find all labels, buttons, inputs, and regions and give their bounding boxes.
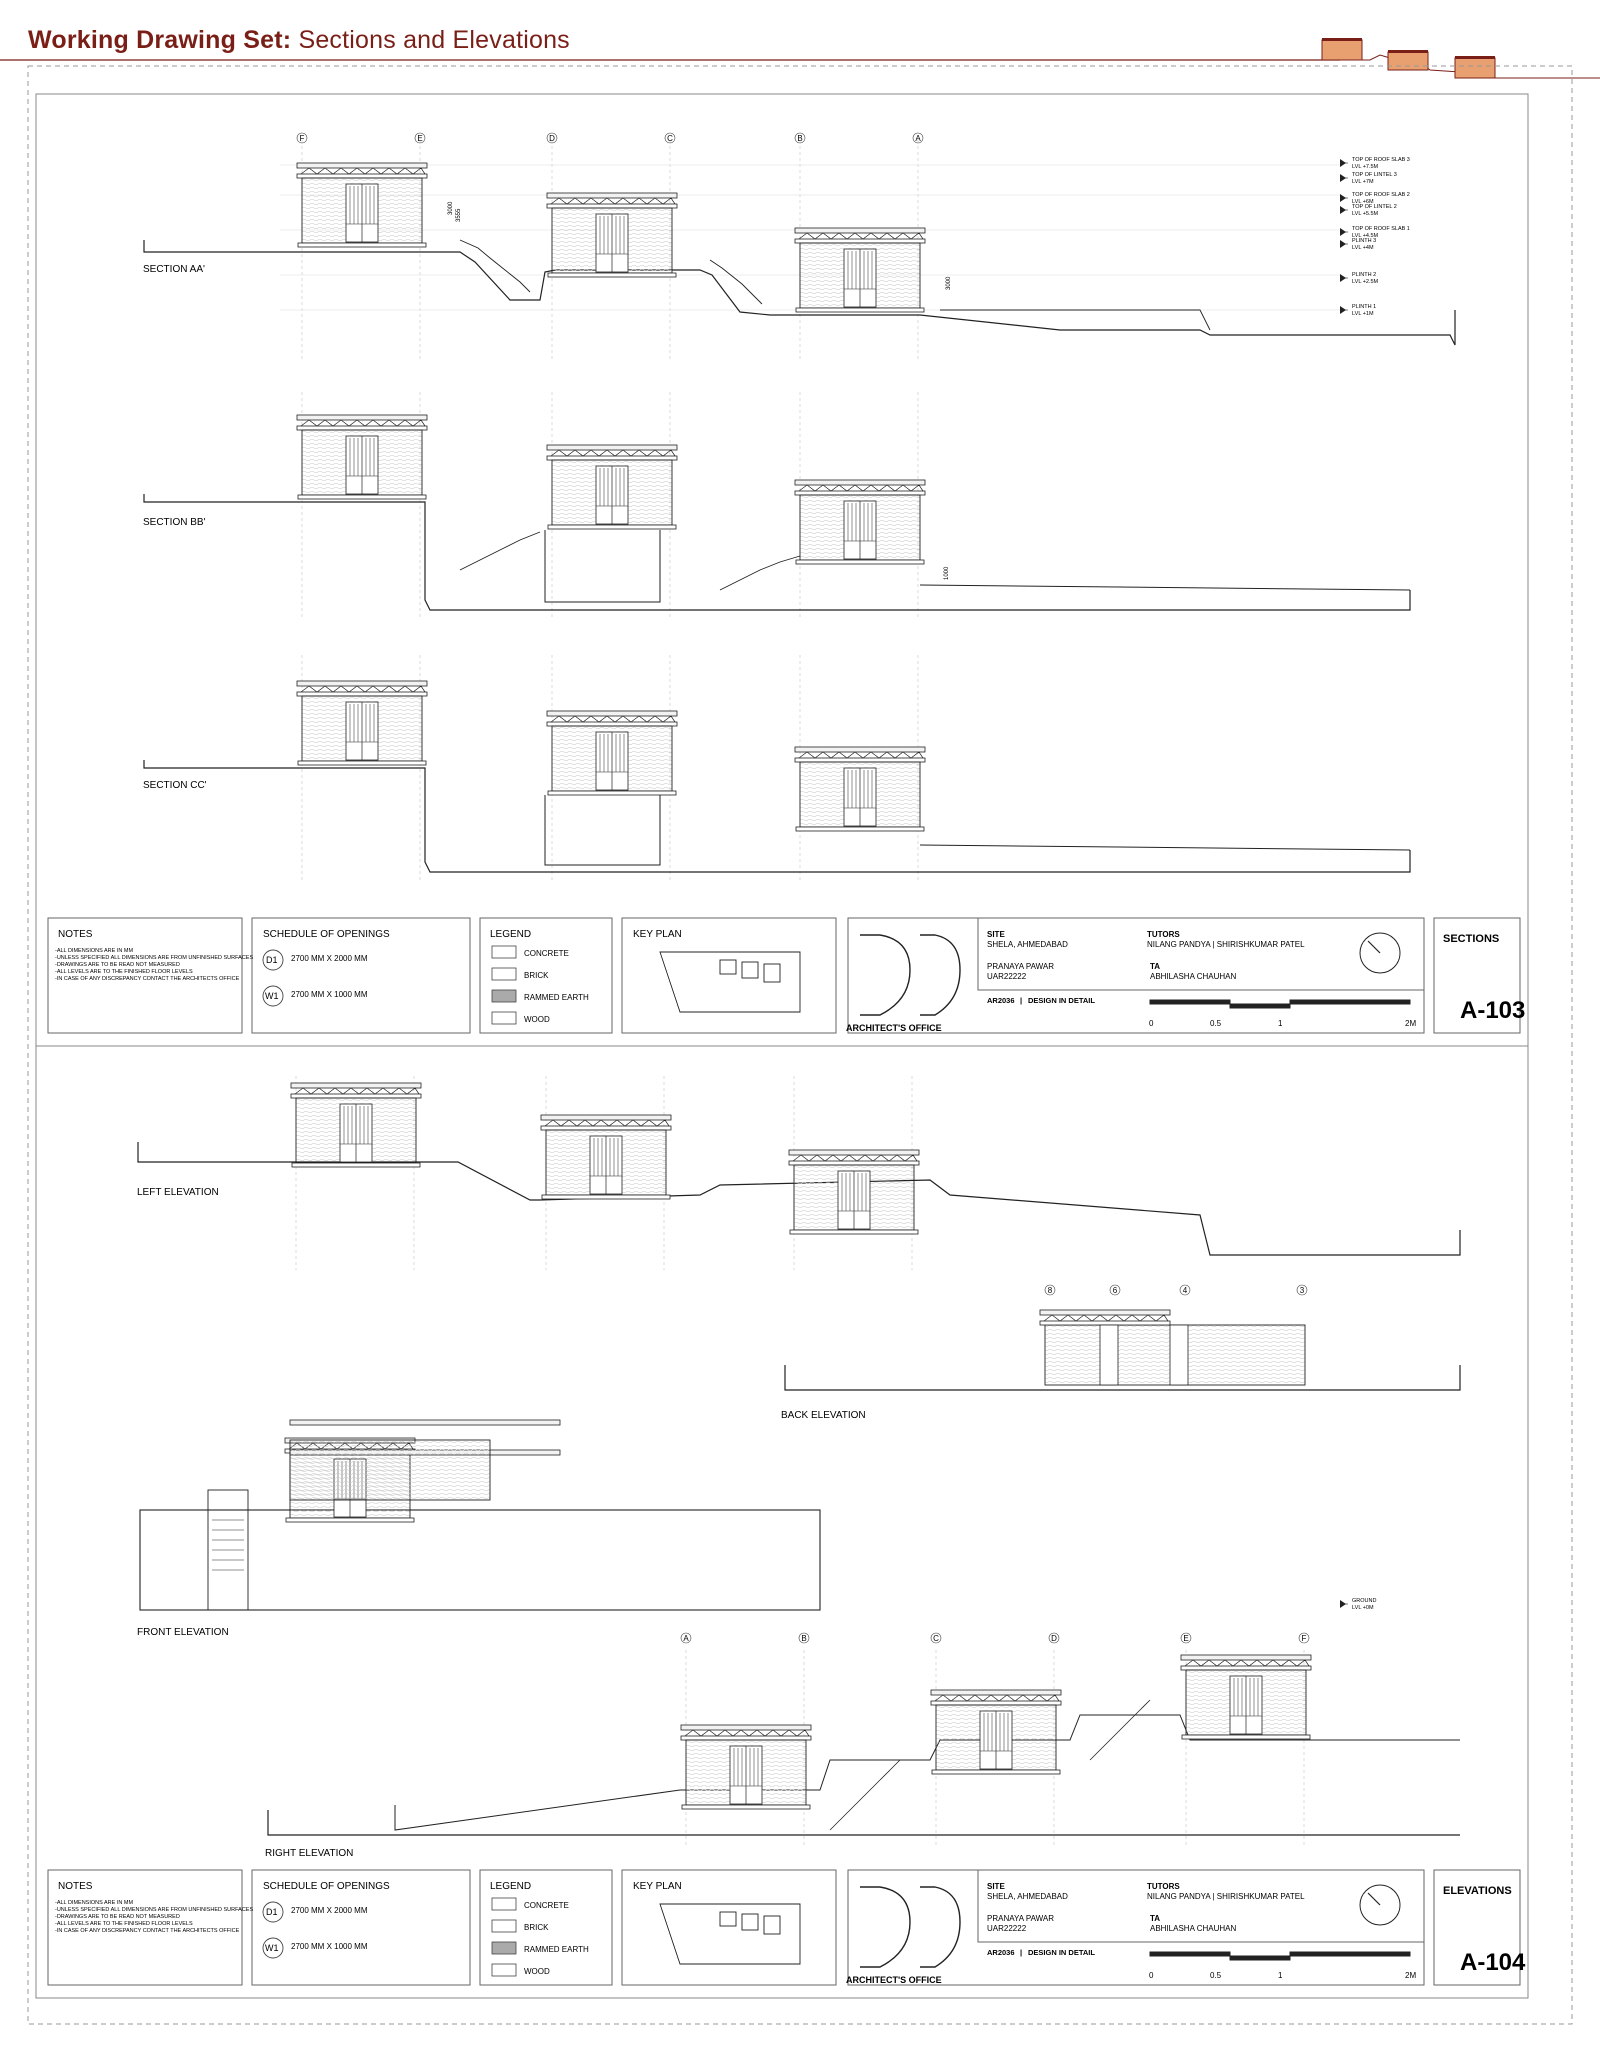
grid-label: D bbox=[1051, 1634, 1057, 1643]
office-name: ARCHITECT'S OFFICE bbox=[846, 1975, 942, 1985]
schedule-title: SCHEDULE OF OPENINGS bbox=[263, 1881, 390, 1892]
ta-label: TA bbox=[1150, 962, 1161, 971]
header-hut-icons bbox=[1322, 38, 1495, 78]
sheet-number: A-104 bbox=[1460, 1949, 1526, 1976]
site-value: SHELA, AHMEDABAD bbox=[987, 940, 1068, 949]
level-value: LVL +4M bbox=[1352, 245, 1374, 251]
notes-item: -UNLESS SPECIFIED ALL DIMENSIONS ARE FROM UNFINISHED SURFACES bbox=[55, 1907, 254, 1913]
level-value: LVL +5.5M bbox=[1352, 211, 1379, 217]
drawing-label-left: LEFT ELEVATION bbox=[137, 1187, 219, 1198]
ta-value: ABHILASHA CHAUHAN bbox=[1150, 972, 1237, 981]
notes-list bbox=[55, 1900, 253, 1934]
notes-item: -UNLESS SPECIFIED ALL DIMENSIONS ARE FROM UNFINISHED SURFACES bbox=[55, 955, 254, 961]
legend-swatches bbox=[492, 946, 516, 1976]
level-value: LVL +0M bbox=[1352, 1605, 1374, 1611]
notes-title: NOTES bbox=[58, 1881, 93, 1892]
grid-label: 6 bbox=[1112, 1286, 1118, 1295]
grid-label: 3 bbox=[1299, 1286, 1305, 1295]
section-cc-drawing bbox=[144, 655, 1410, 880]
architect-logo bbox=[860, 1887, 960, 1967]
level-label: TOP OF ROOF SLAB 2 bbox=[1352, 192, 1410, 198]
schedule-tag: W1 bbox=[265, 991, 279, 1001]
level-value: LVL +1M bbox=[1352, 311, 1374, 317]
course-code: AR2036 bbox=[987, 996, 1015, 1005]
course-name: DESIGN IN DETAIL bbox=[1028, 996, 1095, 1005]
back-elevation-drawing bbox=[785, 1310, 1460, 1390]
site-label: SITE bbox=[987, 1882, 1005, 1891]
header-title-sep: : bbox=[282, 26, 292, 54]
student-name: PRANAYA PAWAR bbox=[987, 1914, 1054, 1923]
scale-label: 1 bbox=[1278, 1019, 1283, 1028]
legend-label: WOOD bbox=[524, 1015, 550, 1024]
north-arrow-icon bbox=[1360, 933, 1400, 973]
dim-label: 3000 bbox=[448, 201, 454, 215]
right-elevation-drawing bbox=[268, 1650, 1460, 1845]
scale-bar bbox=[1150, 1952, 1410, 1960]
grid-label: D bbox=[549, 134, 555, 143]
grid-label: A bbox=[683, 1634, 689, 1643]
drawing-label-back: BACK ELEVATION bbox=[781, 1410, 866, 1421]
tutors-label: TUTORS bbox=[1147, 1882, 1180, 1891]
tutors-label: TUTORS bbox=[1147, 930, 1180, 939]
drawing-label-right: RIGHT ELEVATION bbox=[265, 1848, 354, 1859]
dim-label: 3000 bbox=[946, 276, 952, 290]
notes-list bbox=[55, 948, 253, 982]
grid-label: B bbox=[797, 134, 803, 143]
grid-label: C bbox=[933, 1634, 939, 1643]
level-value: LVL +7.5M bbox=[1352, 164, 1379, 170]
drawing-label-section-aa: SECTION AA' bbox=[143, 264, 205, 275]
grid-label: 4 bbox=[1182, 1286, 1188, 1295]
course-sep: | bbox=[1020, 1948, 1023, 1957]
schedule-size: 2700 MM X 1000 MM bbox=[291, 1942, 368, 1951]
grid-label: F bbox=[299, 134, 305, 143]
legend-label: BRICK bbox=[524, 971, 549, 980]
key-plan-sketch bbox=[660, 1904, 800, 1964]
ta-label: TA bbox=[1150, 1914, 1161, 1923]
grid-label: 8 bbox=[1047, 1286, 1053, 1295]
legend-label: BRICK bbox=[524, 1923, 549, 1932]
level-label: TOP OF LINTEL 3 bbox=[1352, 172, 1397, 178]
dim-label: 1000 bbox=[944, 566, 950, 580]
ta-value: ABHILASHA CHAUHAN bbox=[1150, 1924, 1237, 1933]
schedule-size: 2700 MM X 2000 MM bbox=[291, 954, 368, 963]
grid-label: B bbox=[801, 1634, 807, 1643]
notes-title: NOTES bbox=[58, 929, 93, 940]
scale-label: 1 bbox=[1278, 1971, 1283, 1980]
architect-logo bbox=[860, 935, 960, 1015]
level-label: GROUND bbox=[1352, 1598, 1377, 1604]
course-name: DESIGN IN DETAIL bbox=[1028, 1948, 1095, 1957]
schedule-tag: D1 bbox=[266, 1907, 278, 1917]
keyplan-title: KEY PLAN bbox=[633, 929, 682, 940]
legend-label: WOOD bbox=[524, 1967, 550, 1976]
key-plan-sketch bbox=[660, 952, 800, 1012]
sheet-number: A-103 bbox=[1460, 997, 1526, 1024]
legend-label: RAMMED EARTH bbox=[524, 1945, 589, 1954]
north-arrow-icon bbox=[1360, 1885, 1400, 1925]
schedule-tag: D1 bbox=[266, 955, 278, 965]
site-label: SITE bbox=[987, 930, 1005, 939]
level-value: LVL +4.5M bbox=[1352, 233, 1379, 239]
grid-label: F bbox=[1301, 1634, 1307, 1643]
schedule-size: 2700 MM X 1000 MM bbox=[291, 990, 368, 999]
level-label: TOP OF LINTEL 2 bbox=[1352, 204, 1397, 210]
drawing-label-section-bb: SECTION BB' bbox=[143, 517, 206, 528]
schedule-tag: W1 bbox=[265, 1943, 279, 1953]
student-id: UAR22222 bbox=[987, 1924, 1027, 1933]
legend-label: CONCRETE bbox=[524, 949, 569, 958]
tutors-value: NILANG PANDYA | SHIRISHKUMAR PATEL bbox=[1147, 1892, 1305, 1901]
notes-item: -IN CASE OF ANY DISCREPANCY CONTACT THE ARCHITECTS OFFICE bbox=[55, 976, 240, 982]
notes-item: -DRAWINGS ARE TO BE READ NOT MEASURED bbox=[55, 1914, 180, 1920]
grid-label: E bbox=[417, 134, 423, 143]
schedule-size: 2700 MM X 2000 MM bbox=[291, 1906, 368, 1915]
level-value: LVL +7M bbox=[1352, 179, 1374, 185]
front-elevation-drawing bbox=[140, 1420, 820, 1610]
notes-item: -ALL DIMENSIONS ARE IN MM bbox=[55, 948, 134, 954]
schedule-tag-circles bbox=[263, 950, 283, 1958]
keyplan-title: KEY PLAN bbox=[633, 1881, 682, 1892]
sheet-frame-a103 bbox=[36, 94, 1528, 1046]
sheet-name: ELEVATIONS bbox=[1443, 1885, 1512, 1897]
scale-label: 0.5 bbox=[1210, 1971, 1222, 1980]
student-id: UAR22222 bbox=[987, 972, 1027, 981]
grid-label: A bbox=[915, 134, 921, 143]
scale-label: 2M bbox=[1405, 1019, 1417, 1028]
schedule-title: SCHEDULE OF OPENINGS bbox=[263, 929, 390, 940]
legend-title: LEGEND bbox=[490, 929, 532, 940]
header-title-bold: Working Drawing Set bbox=[28, 26, 283, 54]
legend-label: RAMMED EARTH bbox=[524, 993, 589, 1002]
level-value: LVL +6M bbox=[1352, 199, 1374, 205]
legend-label: CONCRETE bbox=[524, 1901, 569, 1910]
section-aa-drawing bbox=[144, 140, 1455, 360]
legend-title: LEGEND bbox=[490, 1881, 532, 1892]
notes-item: -ALL LEVELS ARE TO THE FINISHED FLOOR LEVELS bbox=[55, 969, 193, 975]
section-bb-drawing bbox=[144, 392, 1410, 620]
notes-item: -DRAWINGS ARE TO BE READ NOT MEASURED bbox=[55, 962, 180, 968]
notes-item: -ALL LEVELS ARE TO THE FINISHED FLOOR LEVELS bbox=[55, 1921, 193, 1927]
level-label: PLINTH 2 bbox=[1352, 272, 1377, 278]
notes-item: -ALL DIMENSIONS ARE IN MM bbox=[55, 1900, 134, 1906]
tutors-value: NILANG PANDYA | SHIRISHKUMAR PATEL bbox=[1147, 940, 1305, 949]
sheet-name: SECTIONS bbox=[1443, 933, 1500, 945]
header-title-light: Sections and Elevations bbox=[291, 26, 570, 54]
level-label: PLINTH 1 bbox=[1352, 304, 1377, 310]
scale-label: 0 bbox=[1149, 1019, 1154, 1028]
scale-label: 0.5 bbox=[1210, 1019, 1222, 1028]
scale-bar bbox=[1150, 1000, 1410, 1008]
level-label: TOP OF ROOF SLAB 1 bbox=[1352, 226, 1410, 232]
drawing-label-section-cc: SECTION CC' bbox=[143, 780, 207, 791]
scale-label: 0 bbox=[1149, 1971, 1154, 1980]
sheet-frame-a104 bbox=[36, 1046, 1528, 1998]
office-name: ARCHITECT'S OFFICE bbox=[846, 1023, 942, 1033]
grid-label: E bbox=[1183, 1634, 1189, 1643]
level-label: PLINTH 3 bbox=[1352, 238, 1377, 244]
notes-item: -IN CASE OF ANY DISCREPANCY CONTACT THE ARCHITECTS OFFICE bbox=[55, 1928, 240, 1934]
level-label: TOP OF ROOF SLAB 3 bbox=[1352, 157, 1410, 163]
level-markers bbox=[1340, 157, 1410, 1611]
level-value: LVL +2.5M bbox=[1352, 279, 1379, 285]
grid-label: C bbox=[667, 134, 673, 143]
drawing-label-front: FRONT ELEVATION bbox=[137, 1627, 229, 1638]
site-value: SHELA, AHMEDABAD bbox=[987, 1892, 1068, 1901]
dim-label: 3555 bbox=[456, 208, 462, 222]
course-sep: | bbox=[1020, 996, 1023, 1005]
scale-label: 2M bbox=[1405, 1971, 1417, 1980]
course-code: AR2036 bbox=[987, 1948, 1015, 1957]
left-elevation-drawing bbox=[138, 1076, 1460, 1270]
student-name: PRANAYA PAWAR bbox=[987, 962, 1054, 971]
